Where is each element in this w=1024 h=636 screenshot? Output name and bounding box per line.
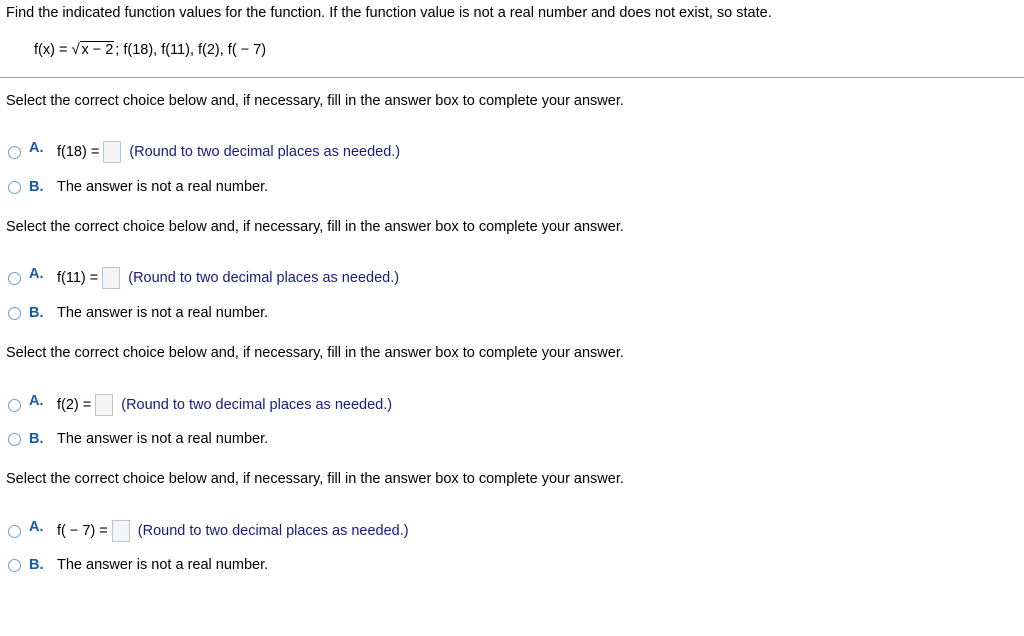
question-1-choice-a[interactable] <box>8 141 400 163</box>
choice-letter: B. <box>29 431 44 447</box>
choice-letter: A. <box>29 519 44 535</box>
question-3-prompt: Select the correct choice below and, if necessary, fill in the answer box to complete your answer. <box>6 345 624 361</box>
choice-letter: A. <box>29 140 44 156</box>
function-requested-values: ; f(18), f(11), f(2), f( − 7) <box>115 42 267 58</box>
square-root-icon: √ <box>71 41 80 58</box>
choice-letter: B. <box>29 179 44 195</box>
instructions: Find the indicated function values for the function. If the function value is not a real number and does not exist, so state. <box>6 5 772 21</box>
choice-letter: A. <box>29 393 44 409</box>
radio-button-icon[interactable] <box>8 399 21 412</box>
question-4-answer-box[interactable] <box>112 520 130 542</box>
radio-button-icon[interactable] <box>8 433 21 446</box>
choice-letter: A. <box>29 266 44 282</box>
radio-button-icon[interactable] <box>8 146 21 159</box>
question-2-prompt: Select the correct choice below and, if necessary, fill in the answer box to complete your answer. <box>6 219 624 235</box>
radio-button-icon[interactable] <box>8 525 21 538</box>
question-2-choice-b[interactable] <box>8 302 268 324</box>
choice-expression: f(2) = <box>57 397 92 413</box>
choice-letter: B. <box>29 305 44 321</box>
question-2-choice-a[interactable] <box>8 267 399 289</box>
question-4-prompt: Select the correct choice below and, if necessary, fill in the answer box to complete your answer. <box>6 471 624 487</box>
question-3-choice-a[interactable] <box>8 394 392 416</box>
choice-expression: f( − 7) = <box>57 523 108 539</box>
question-1-choice-b[interactable] <box>8 176 268 198</box>
rounding-hint: (Round to two decimal places as needed.) <box>128 270 400 286</box>
choice-text: The answer is not a real number. <box>57 179 269 195</box>
rounding-hint: (Round to two decimal places as needed.) <box>129 144 401 160</box>
rounding-hint: (Round to two decimal places as needed.) <box>121 397 393 413</box>
choice-text: The answer is not a real number. <box>57 431 269 447</box>
question-1-prompt: Select the correct choice below and, if necessary, fill in the answer box to complete your answer. <box>6 93 624 109</box>
radicand: x − 2 <box>81 42 114 58</box>
question-3-answer-box[interactable] <box>95 394 113 416</box>
rounding-hint: (Round to two decimal places as needed.) <box>137 523 409 539</box>
divider <box>0 77 1024 78</box>
square-root-expression <box>71 42 114 58</box>
choice-text: The answer is not a real number. <box>57 305 269 321</box>
radio-button-icon[interactable] <box>8 307 21 320</box>
choice-expression: f(11) = <box>57 270 99 286</box>
question-1-answer-box[interactable] <box>103 141 121 163</box>
choice-expression: f(18) = <box>57 144 100 160</box>
question-4-choice-b[interactable] <box>8 554 268 576</box>
question-4-choice-a[interactable] <box>8 520 409 542</box>
function-definition <box>34 42 266 58</box>
function-lhs: f(x) = <box>34 42 68 58</box>
question-2-answer-box[interactable] <box>102 267 120 289</box>
radio-button-icon[interactable] <box>8 272 21 285</box>
radio-button-icon[interactable] <box>8 181 21 194</box>
radio-button-icon[interactable] <box>8 559 21 572</box>
question-3-choice-b[interactable] <box>8 428 268 450</box>
choice-letter: B. <box>29 557 44 573</box>
choice-text: The answer is not a real number. <box>57 557 269 573</box>
